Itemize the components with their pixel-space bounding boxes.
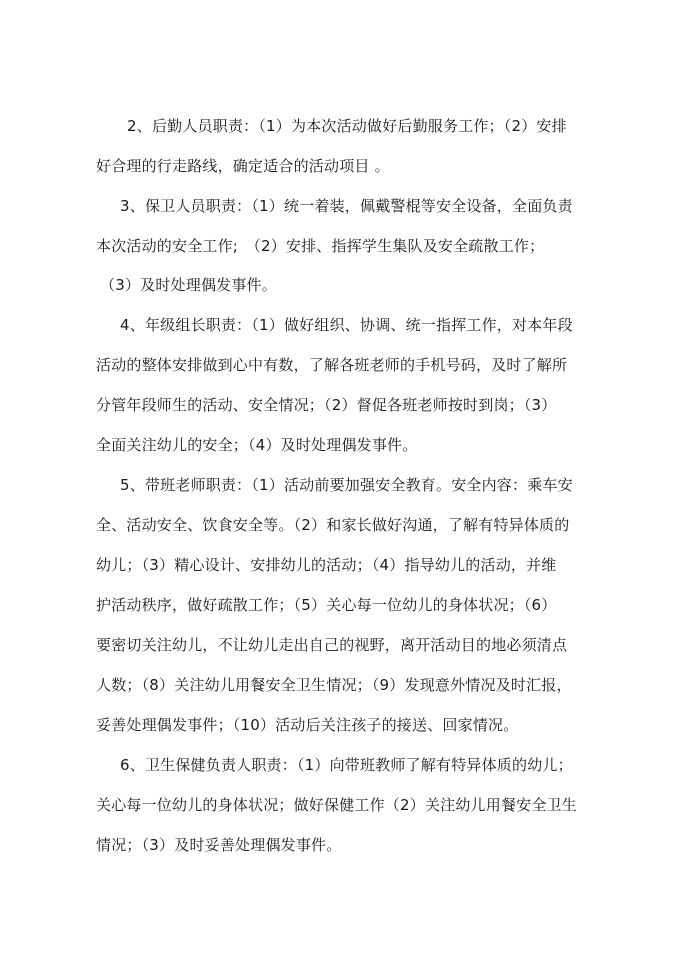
text-line: 分管年段师生的活动、安全情况；（2）督促各班老师按时到岗；（3）: [96, 396, 557, 414]
text-line: 活动的整体安排做到心中有数，了解各班老师的手机号码，及时了解所: [96, 356, 568, 374]
text-line: 情况；（3）及时妥善处理偶发事件。: [96, 836, 342, 854]
text-line: 护活动秩序，做好疏散工作；（5）关心每一位幼儿的身体状况；（6）: [96, 596, 557, 614]
text-line: （3）及时处理偶发事件。: [100, 276, 277, 294]
text-line: 幼儿；（3）精心设计、安排幼儿的活动；（4）指导幼儿的活动，并维: [96, 556, 557, 574]
text-line: 2、后勤人员职责：（1）为本次活动做好后勤服务工作；（2）安排: [127, 117, 567, 135]
text-line: 好合理的行走路线，确定适合的活动项目 。: [96, 157, 390, 175]
text-line: 关心每一位幼儿的身体状况；做好保健工作（2）关注幼儿用餐安全卫生: [96, 796, 577, 814]
text-line: 人数；（8）关注幼儿用餐安全卫生情况；（9）发现意外情况及时汇报，: [96, 676, 572, 694]
text-line: 妥善处理偶发事件；（10）活动后关注孩子的接送、回家情况。: [96, 716, 519, 734]
text-line: 本次活动的安全工作; （2）安排、指挥学生集队及安全疏散工作；: [96, 237, 545, 255]
text-line: 4、年级组长职责：（1）做好组织、协调、统一指挥工作，对本年段: [120, 316, 573, 334]
text-line: 6、卫生保健负责人职责：（1）向带班教师了解有特异体质的幼儿；: [120, 756, 573, 774]
text-line: 全面关注幼儿的安全；（4）及时处理偶发事件。: [96, 436, 418, 454]
text-line: 全、活动安全、饮食安全等。（2）和家长做好沟通，了解有特异体质的: [96, 516, 570, 534]
text-line: 3、保卫人员职责：（1）统一着装，佩戴警棍等安全设备，全面负责: [120, 197, 573, 215]
text-line: 要密切关注幼儿，不让幼儿走出自己的视野，离开活动目的地必须清点: [96, 636, 568, 654]
text-line: 5、带班老师职责：（1）活动前要加强安全教育。安全内容：乘车安: [120, 476, 573, 494]
